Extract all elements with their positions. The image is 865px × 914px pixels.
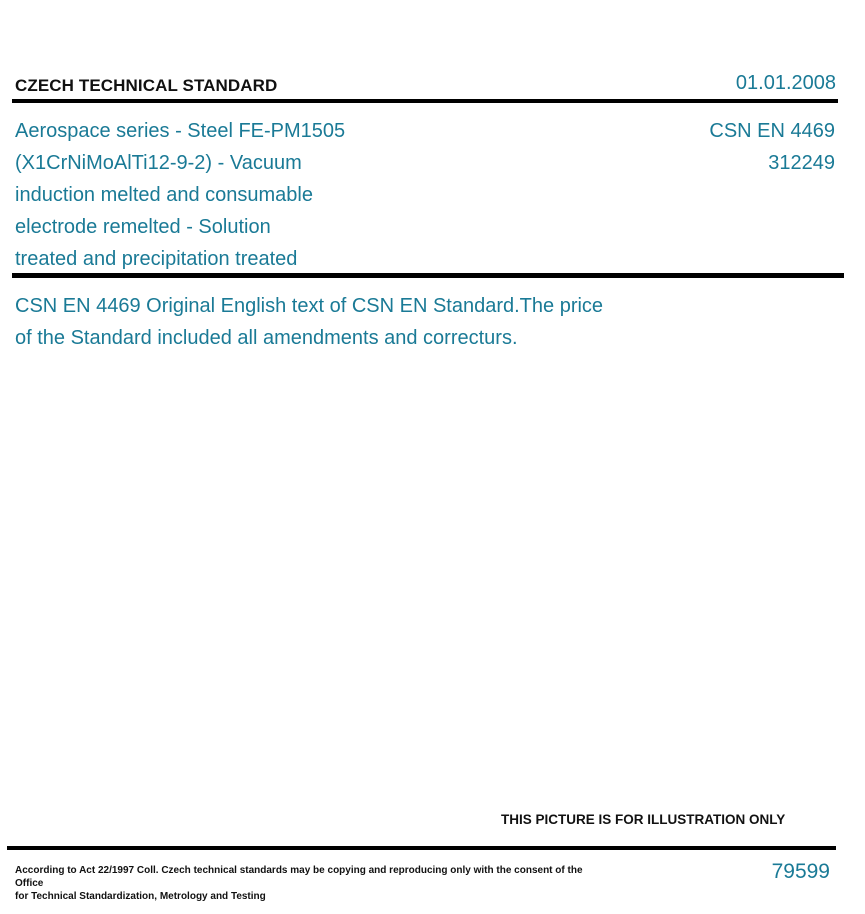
title-line: induction melted and consumable <box>15 184 313 206</box>
header-divider <box>12 99 838 103</box>
footer-divider <box>7 846 836 850</box>
standard-identifier <box>709 115 835 179</box>
title-line: treated and precipitation treated <box>15 248 298 270</box>
catalog-number: 312249 <box>768 152 835 174</box>
description-line: CSN EN 4469 Original English text of CSN EN Standard.The price <box>15 295 604 317</box>
standard-description <box>15 290 665 354</box>
document-type-label: CZECH TECHNICAL STANDARD <box>15 76 278 95</box>
publication-date: 01.01.2008 <box>735 72 836 94</box>
title-line: Aerospace series - Steel FE-PM1505 <box>15 120 346 142</box>
description-line: of the Standard included all amendments and correcturs. <box>15 327 518 349</box>
title-line: electrode remelted - Solution <box>15 216 271 238</box>
title-line: (X1CrNiMoAlTi12-9-2) - Vacuum <box>15 152 302 174</box>
legal-notice <box>15 864 585 903</box>
illustration-notice: THIS PICTURE IS FOR ILLUSTRATION ONLY <box>501 812 786 827</box>
document-number: 79599 <box>771 860 830 883</box>
legal-line: for Technical Standardization, Metrology and Testing <box>15 891 266 902</box>
title-divider <box>12 273 844 278</box>
standard-code: CSN EN 4469 <box>709 120 835 142</box>
standard-title <box>15 115 395 275</box>
legal-line: According to Act 22/1997 Coll. Czech technical standards may be copying and reproducing only with the consent of the Office <box>15 865 583 889</box>
